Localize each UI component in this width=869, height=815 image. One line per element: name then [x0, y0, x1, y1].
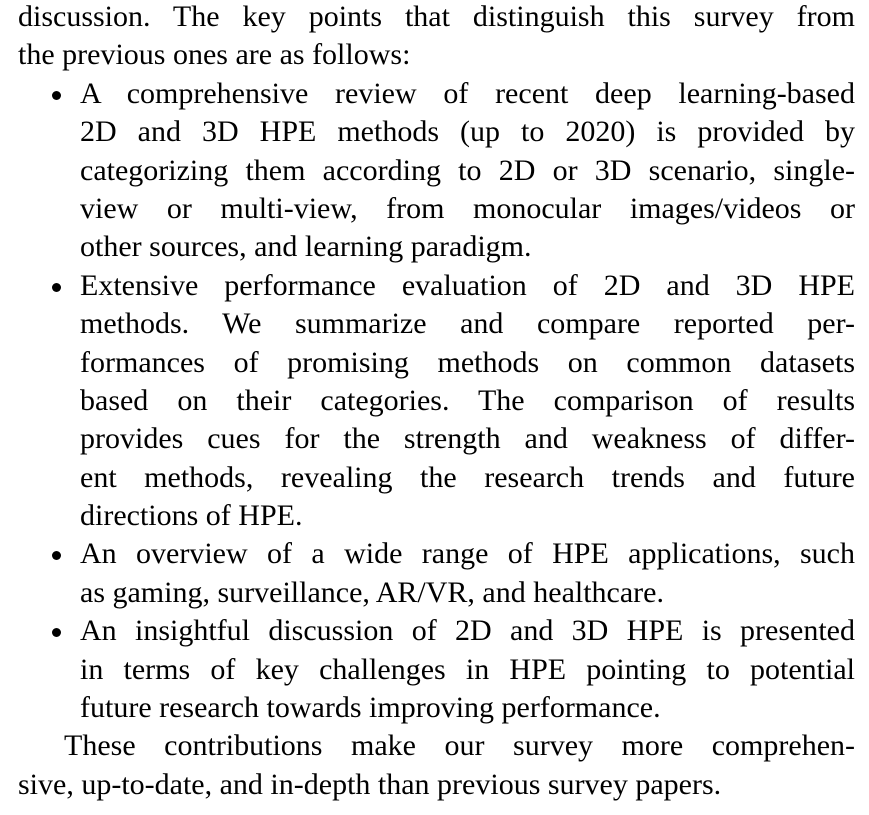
list-item-line: directions of HPE.	[80, 499, 303, 533]
list-item-line: as gaming, surveillance, AR/VR, and healthcare.	[80, 575, 664, 609]
closing-paragraph	[18, 727, 855, 804]
list-item-line: provides cues for the strength and weakness of differ-	[80, 422, 855, 456]
list-item-line: formances of promising methods on common datasets	[80, 345, 855, 379]
contributions-list	[18, 75, 855, 728]
list-item-line: future research towards improving performance.	[80, 691, 661, 725]
closing-line: sive, up-to-date, and in-depth than previous survey papers.	[18, 767, 722, 801]
list-item	[18, 535, 855, 612]
bullet-icon	[52, 628, 61, 637]
list-item-line: in terms of key challenges in HPE pointing to potential	[80, 652, 855, 686]
list-item	[18, 75, 855, 267]
intro-line: the previous ones are as follows:	[18, 38, 411, 72]
list-item-line: An insightful discussion of 2D and 3D HPE is presented	[80, 614, 855, 648]
list-item-line: other sources, and learning paradigm.	[80, 230, 532, 264]
list-item-line: Extensive performance evaluation of 2D and 3D HPE	[80, 268, 855, 302]
list-item-line: based on their categories. The comparison of results	[80, 383, 855, 417]
list-item-line: ent methods, revealing the research trends and future	[80, 460, 855, 494]
bullet-icon	[52, 551, 61, 560]
bullet-icon	[52, 91, 61, 100]
list-item-line: view or multi-view, from monocular images/videos or	[80, 191, 855, 225]
list-item	[18, 267, 855, 536]
list-item	[18, 612, 855, 727]
closing-line: These contributions make our survey more comprehen-	[64, 729, 855, 763]
list-item-line: An overview of a wide range of HPE applications, such	[80, 537, 855, 571]
bullet-icon	[52, 283, 61, 292]
list-item-line: categorizing them according to 2D or 3D scenario, single-	[80, 153, 855, 187]
intro-line: discussion. The key points that distinguish this survey from	[18, 0, 855, 33]
list-item-line: A comprehensive review of recent deep learning-based	[80, 76, 855, 110]
intro-paragraph	[18, 0, 855, 75]
list-item-line: methods. We summarize and compare reported per-	[80, 307, 855, 341]
list-item-line: 2D and 3D HPE methods (up to 2020) is provided by	[80, 115, 855, 149]
